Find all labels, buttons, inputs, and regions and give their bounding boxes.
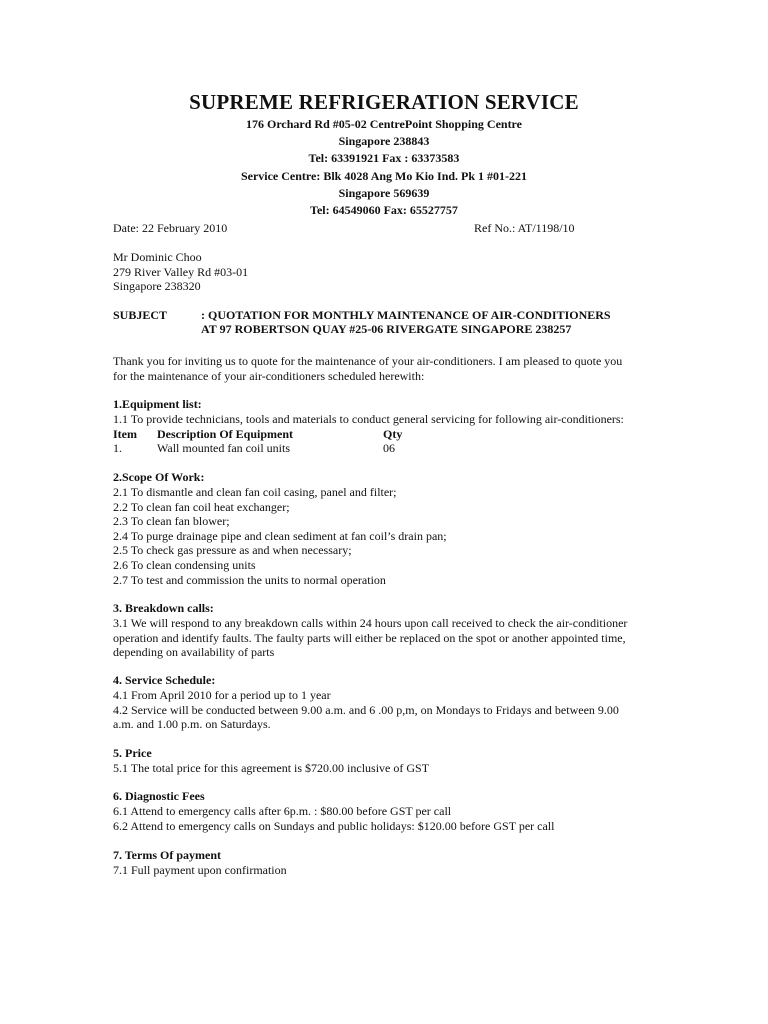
scope-list bbox=[113, 485, 447, 587]
list-item: operation and identify faults. The faulty parts will either be replaced on the spot or another appointed time, bbox=[113, 630, 626, 645]
table-cell-item: 1. bbox=[113, 441, 122, 455]
address-line: 176 Orchard Rd #05-02 CentrePoint Shopping Centre bbox=[245, 117, 522, 131]
list-item: 2.4 To purge drainage pipe and clean sediment at fan coil’s drain pan; bbox=[113, 528, 447, 543]
company-address bbox=[0, 116, 768, 219]
table-cell-qty: 06 bbox=[383, 441, 395, 455]
intro-paragraph bbox=[113, 354, 622, 383]
address-line: Tel: 63391921 Fax : 63373583 bbox=[308, 151, 460, 166]
subject-line: : QUOTATION FOR MONTHLY MAINTENANCE OF AIR-CONDITIONERS bbox=[201, 308, 611, 322]
table-cell-description: Wall mounted fan coil units bbox=[157, 441, 291, 455]
diagnostic-list bbox=[113, 804, 554, 833]
section-heading: 5. Price bbox=[113, 746, 152, 760]
list-item: 2.6 To clean condensing units bbox=[113, 557, 256, 572]
section-heading: 2.Scope Of Work: bbox=[113, 470, 205, 484]
reference-number: Ref No.: AT/1198/10 bbox=[474, 221, 575, 235]
list-item: 2.2 To clean fan coil heat exchanger; bbox=[113, 499, 290, 514]
section-heading: 4. Service Schedule: bbox=[113, 673, 216, 687]
letter-date: Date: 22 February 2010 bbox=[113, 221, 228, 235]
intro-line: Thank you for inviting us to quote for the maintenance of your air-conditioners. I am pleased to quote you bbox=[113, 354, 623, 368]
subject-label: SUBJECT bbox=[113, 308, 168, 322]
breakdown-paragraph bbox=[113, 616, 627, 660]
intro-line: for the maintenance of your air-conditioners scheduled herewith: bbox=[113, 368, 425, 383]
list-item: 2.7 To test and commission the units to normal operation bbox=[113, 572, 386, 587]
list-item: 2.1 To dismantle and clean fan coil casing, panel and filter; bbox=[113, 485, 397, 499]
recipient-line: Singapore 238320 bbox=[113, 279, 201, 294]
address-line: Service Centre: Blk 4028 Ang Mo Kio Ind. Pk 1 #01-221 bbox=[240, 168, 528, 183]
section-text: 1.1 To provide technicians, tools and materials to conduct general servicing for following air-conditioners: bbox=[113, 412, 624, 426]
list-item: 7.1 Full payment upon confirmation bbox=[113, 863, 287, 877]
recipient-line: Mr Dominic Choo bbox=[113, 250, 202, 264]
list-item: 5.1 The total price for this agreement is $720.00 inclusive of GST bbox=[113, 761, 430, 775]
list-item: a.m. and 1.00 p.m. on Saturdays. bbox=[113, 717, 271, 732]
address-line: Singapore 569639 bbox=[338, 185, 430, 200]
list-item: depending on availability of parts bbox=[113, 645, 275, 660]
recipient-address bbox=[113, 250, 248, 294]
company-name: SUPREME REFRIGERATION SERVICE bbox=[189, 90, 579, 114]
list-item: 4.2 Service will be conducted between 9.00 a.m. and 6 .00 p,m, on Mondays to Fridays and between 9.00 bbox=[113, 702, 619, 717]
recipient-line: 279 River Valley Rd #03-01 bbox=[113, 264, 249, 279]
subject-line: AT 97 ROBERTSON QUAY #25-06 RIVERGATE SINGAPORE 238257 bbox=[201, 322, 572, 336]
schedule-list bbox=[113, 688, 619, 732]
section-heading: 6. Diagnostic Fees bbox=[113, 789, 205, 803]
list-item: 4.1 From April 2010 for a period up to 1 year bbox=[113, 688, 331, 702]
table-header-description: Description Of Equipment bbox=[157, 427, 294, 441]
section-heading: 3. Breakdown calls: bbox=[113, 601, 214, 615]
list-item: 6.2 Attend to emergency calls on Sundays and public holidays: $120.00 before GST per call bbox=[113, 818, 555, 833]
table-header-qty: Qty bbox=[383, 427, 403, 441]
list-item: 2.3 To clean fan blower; bbox=[113, 514, 230, 529]
address-line: Singapore 238843 bbox=[338, 134, 430, 149]
section-heading: 7. Terms Of payment bbox=[113, 848, 221, 862]
address-line: Tel: 64549060 Fax: 65527757 bbox=[310, 203, 458, 218]
table-header-item: Item bbox=[113, 427, 137, 441]
list-item: 6.1 Attend to emergency calls after 6p.m. : $80.00 before GST per call bbox=[113, 804, 452, 818]
list-item: 3.1 We will respond to any breakdown calls within 24 hours upon call received to check the air-conditioner bbox=[113, 616, 628, 630]
list-item: 2.5 To check gas pressure as and when necessary; bbox=[113, 543, 352, 558]
section-heading: 1.Equipment list: bbox=[113, 397, 202, 411]
